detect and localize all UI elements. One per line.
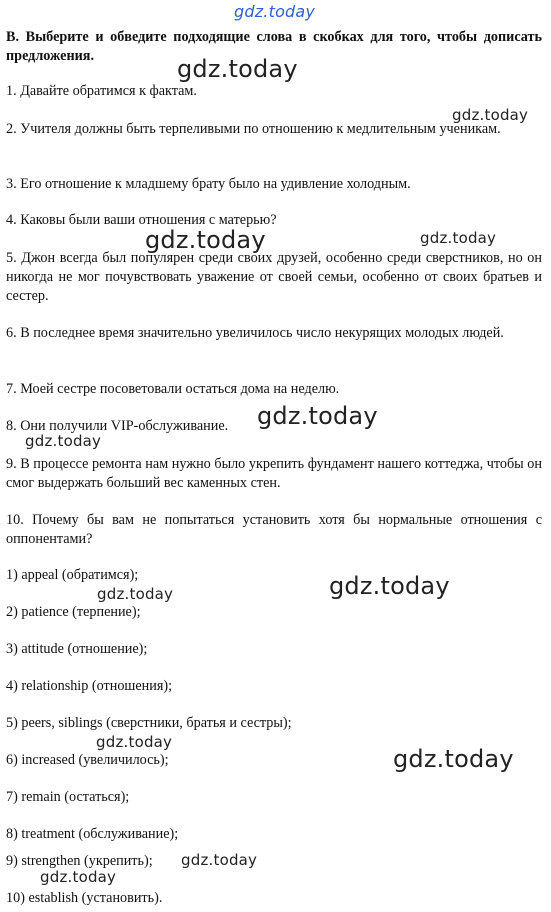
answer-9: 9) strengthen (укрепить); [6,853,153,869]
watermark: gdz.today [25,432,102,450]
watermark: gdz.today [420,229,497,247]
answer-10: 10) establish (установить). [6,890,163,906]
watermark: gdz.today [40,868,117,886]
watermark: gdz.today [177,55,298,83]
sentence-3: 3. Его отношение к младшему брату было на удивление холодным. [6,176,411,192]
sentence-1: 1. Давайте обратимся к фактам. [6,83,197,99]
watermark: gdz.today [393,745,514,773]
watermark: gdz.today [257,402,378,430]
answer-3: 3) attitude (отношение); [6,641,148,657]
answer-7: 7) remain (остаться); [6,789,130,805]
answer-5: 5) peers, siblings (сверстники, братья и сестры); [6,715,292,731]
watermark: gdz.today [96,733,173,751]
watermark: gdz.today [181,851,258,869]
watermark: gdz.today [452,106,529,124]
sentence-9: 9. В процессе ремонта нам нужно было укрепить фундамент нашего коттеджа, чтобы он смог выдержать больший вес каменных стен. [6,456,542,491]
watermark: gdz.today [329,572,450,600]
answer-2: 2) patience (терпение); [6,604,141,620]
sentence-6: 6. В последнее время значительно увеличилось число некурящих молодых людей. [6,325,504,341]
sentence-2: 2. Учителя должны быть терпеливыми по отношению к медлительным ученикам. [6,121,501,137]
sentence-8: 8. Они получили VIP-обслуживание. [6,418,229,434]
header-watermark: gdz.today [234,2,316,21]
sentence-10: 10. Почему бы вам не попытаться установить хотя бы нормальные отношения с оппонентами? [6,512,542,547]
exercise-heading: B. Выберите и обведите подходящие слова в скобках для того, чтобы дописать предложения. [6,29,542,64]
watermark: gdz.today [145,226,266,254]
answer-8: 8) treatment (обслуживание); [6,826,179,842]
sentence-5: 5. Джон всегда был популярен среди своих друзей, особенно среди сверстников, но он никогда не мог почувствовать уважение от своей семьи, особенно от своих братьев и сестер. [6,250,542,304]
answer-4: 4) relationship (отношения); [6,678,173,694]
watermark: gdz.today [97,585,174,603]
sentence-7: 7. Моей сестре посоветовали остаться дома на неделю. [6,381,340,397]
sentence-4: 4. Каковы были ваши отношения с матерью? [6,212,277,228]
answer-1: 1) appeal (обратимся); [6,567,139,583]
answer-6: 6) increased (увеличилось); [6,752,169,768]
